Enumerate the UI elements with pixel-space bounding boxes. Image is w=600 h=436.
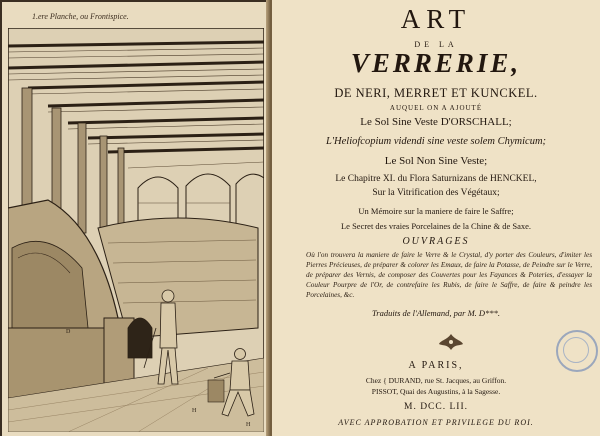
ouvrages-description: Où l'on trouvera la maniere de faire le Verre & le Crystal, d'y porter des Couleurs, d'imiter les Pierres Précieuses, de préparer & colorer les Emaux, de faire la Potasse, de Peindre sur le Verre, de préparer des Vernis, de composer des Couvertes pour les Fayances & Poteries, d'essayer la Couleur Pourpre de l'Or, de contrefaire les Rubis, de faire le Saffre, de faire & peindre les Porcelaines, &c. — [306, 251, 592, 299]
authors-line: DE NERI, MERRET ET KUNCKEL. — [334, 86, 538, 100]
frontispiece-page — [2, 2, 270, 436]
added-line: AUQUEL ON A AJOUTÉ — [389, 104, 483, 112]
svg-text:D: D — [66, 329, 71, 335]
memoire-line: Un Mémoire sur la maniere de faire le Saffre; — [358, 206, 514, 216]
svg-text:H: H — [192, 408, 197, 414]
chapitre-line: Le Chapitre XI. du Flora Saturnizans de HENCKEL, — [335, 174, 537, 184]
city-line: A PARIS, — [408, 360, 464, 371]
year-line: M. DCC. LII. — [404, 402, 468, 412]
heliofcopium-line: L'Heliofcopium videndi sine veste solem Chymicum; — [325, 136, 547, 147]
title-verrerie: VERRERIE, — [350, 48, 522, 78]
title-de-la: DE LA — [414, 40, 458, 49]
title-page — [272, 0, 600, 436]
approbation-line: AVEC APPROBATION ET PRIVILEGE DU ROI. — [338, 418, 534, 427]
library-stamp-inner-ring — [563, 337, 589, 363]
sol-sine-veste-line: Le Sol Sine Veste D'ORSCHALL; — [360, 116, 512, 128]
sol-non-sine-veste-line: Le Sol Non Sine Veste; — [384, 155, 488, 167]
title-art: ART — [400, 4, 472, 34]
secret-line: Le Secret des vraies Porcelaines de la Chine & de Saxe. — [340, 221, 531, 231]
svg-text:H: H — [246, 422, 251, 428]
plate-caption: 1.ere Planche, ou Frontispice. — [32, 12, 129, 21]
fleuron-ornament — [437, 332, 465, 352]
publisher-line-2: PISSOT, Quai des Augustins, à la Sagesse. — [371, 387, 501, 396]
publisher-line-1: Chez { DURAND, rue St. Jacques, au Griffon. — [365, 376, 507, 385]
translated-line: Traduits de l'Allemand, par M. D***. — [372, 308, 500, 318]
glassworks-engraving — [8, 28, 264, 432]
ouvrages-heading: OUVRAGES — [402, 236, 470, 247]
vitrification-line: Sur la Vitrification des Végétaux; — [372, 188, 500, 198]
